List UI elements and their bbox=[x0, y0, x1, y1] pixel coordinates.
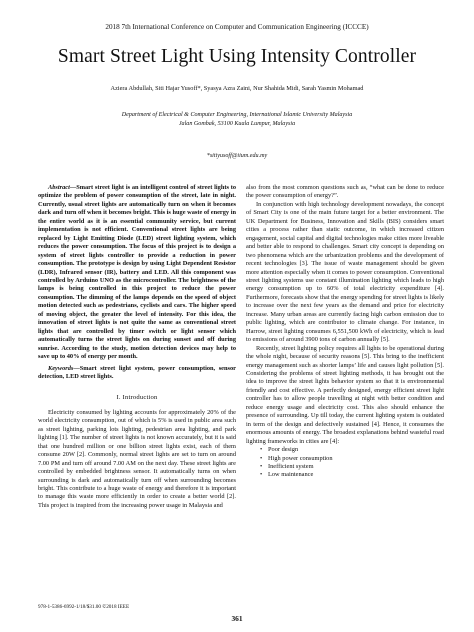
author-list: Aziera Abdullah, Siti Hajar Yusoff*, Syasya Azra Zaini, Nur Shahida Midi, Sarah Yasmin Mohamad bbox=[110, 85, 364, 92]
list-item: • Inefficient system bbox=[260, 463, 444, 471]
abstract bbox=[38, 184, 236, 362]
left-column bbox=[38, 184, 236, 510]
affiliation-line-1: Department of Electrical & Computer Engineering, International Islamic University Malaysia bbox=[121, 112, 353, 118]
corresponding-email: *sitiyusoff@iium.edu.my bbox=[206, 153, 268, 159]
keywords-label: Keywords bbox=[48, 364, 74, 372]
section-heading-introduction: I. Introduction bbox=[116, 394, 158, 402]
paper-title: Smart Street Light Using Intensity Controller bbox=[57, 46, 417, 67]
intro-paragraph: Electricity consumed by lighting accounts for approximately 20% of the world electricity consumption, out of which is 5% is used in public area such as street lighting, parking lots lighting, pedestrian area lighting, and park lighting [1]. The number of street lights is not known accurately, but it is said that one hundred million or one billion street lights exist, each of them consume 20W [2]. Commonly, normal street lights are set to turn on around 7.00 PM and turn off around 7.00 AM on the next day. These street lights are controlled by embedded brightness sensor. It automatically turns on when surrounding is dark and automatically turn off when surrounding becomes bright. This contribute to a huge waste of energy and therefore it is important to manage this waste more efficiently in order to create a better world [2]. This project is inspired from the increasing power usage in Malaysia and bbox=[38, 408, 236, 509]
page-number: 361 bbox=[231, 614, 243, 623]
affiliation bbox=[0, 111, 474, 128]
problem-list bbox=[246, 446, 444, 480]
list-item: • High power consumption bbox=[260, 455, 444, 463]
conference-header: 2018 7th International Conference on Computer and Communication Engineering (ICCCE) bbox=[105, 23, 369, 31]
list-item: • Poor design bbox=[260, 446, 444, 454]
list-item: • Low maintenance bbox=[260, 471, 444, 479]
abstract-text: —Smart street light is an intelligent control of street lights to optimize the problem of power consumption of the street, late in night. Currently, usual street lights are automatically turn on when it becomes dark and turn off when it becomes bright. This is huge waste of energy in the entire world as it is an essential community service, but current implementation is not efficient. Conventional street lights are being replaced by Light Emitting Diode (LED) street lighting system, which reduces the power consumption. The focus of this project is to design a system of street lights controller to provide a reduction in power consumption. The prototype is design by using Light Dependent Resistor (LDR), Infrared sensor (IR), battery and LED. All this component was controlled by Arduino UNO as the microcontroller. The brightness of the lamps is being controlled in this project to reduce the power consumption. The dimming of the lamps depends on the speed of object motion detected such as pedestrians, cyclists and cars. The higher speed of moving object, the greater the level of intensity. For this idea, the innovation of street lights is not quite the same as conventional street lights that are controlled by timer switch or light sensor which automatically turns the street lights on during sunset and off during sunrise. According to the study, motion detection devices may help to save up to 40% of energy per month. bbox=[38, 184, 236, 361]
right-column bbox=[246, 184, 444, 480]
keywords bbox=[38, 365, 236, 382]
right-paragraph-1: also from the most common questions such as, “what can be done to reduce the power consumption of energy?”. bbox=[246, 184, 444, 200]
right-paragraph-2: In conjunction with high technology development nowadays, the concept of Smart City is one of the main future target for a better environment. The UK Department for Business, Innovation and Skills (BIS) considers smart cities a process rather than static outcome, in which increased citizen engagement, social capital and digital technologies make cities more liveable and better able to respond to challenges. Smart city concept is depending on two phenomena which are the urbanization problems and the development of recent technologies [3]. The issue of waste management should be given more attention especially when it comes to power consumption. Conventional street lighting systems use constant illumination lighting which leads to high energy consumption up to 60% of total electricity expenditure [4]. Furthermore, forecasts show that the energy spending for street lights is likely to increase over the next few years as the demand and price for electricity increase. Many urban areas are currently facing high carbon emission due to public lighting, which are contributor to climate change. For instance, in Harrow, street lighting consumes 6,551,500 kWh of electricity, which is lead to emissions of around 3900 tons of carbon annually [5]. bbox=[246, 200, 444, 344]
abstract-label: Abstract bbox=[48, 184, 70, 191]
affiliation-line-2: Jalan Gombak, 53100 Kuala Lumpur, Malaysia bbox=[178, 120, 296, 127]
copyright-footer: 978-1-5386-6992-1/18/$31.00 ©2018 IEEE bbox=[38, 604, 130, 610]
keywords-text: —Smart street light system, power consumption, sensor detection, LED street lights. bbox=[38, 364, 236, 380]
right-paragraph-3: Recently, street lighting policy requires all lights to be operational during the whole night, because of security reasons [5]. This bring to the inefficient energy management such as shorter lamps’ life and causes light pollution [5]. Considering the problems of street lighting methods, it has brought out the idea to improve the street lights behavior system so that it is environmental friendly and cost effective. A perfectly designed, energy efficient street light controller has to allow people travelling at night with better condition and reduce energy usage and electricity cost. This also should enhance the presence of surrounding. Up till today, the current lighting system is outdated in term of the design and defectively sustained [4]. Hence, it consumes the enormous amounts of energy. The broadest explanations behind wasteful road lighting frameworks in cities are [4]: bbox=[246, 344, 444, 445]
